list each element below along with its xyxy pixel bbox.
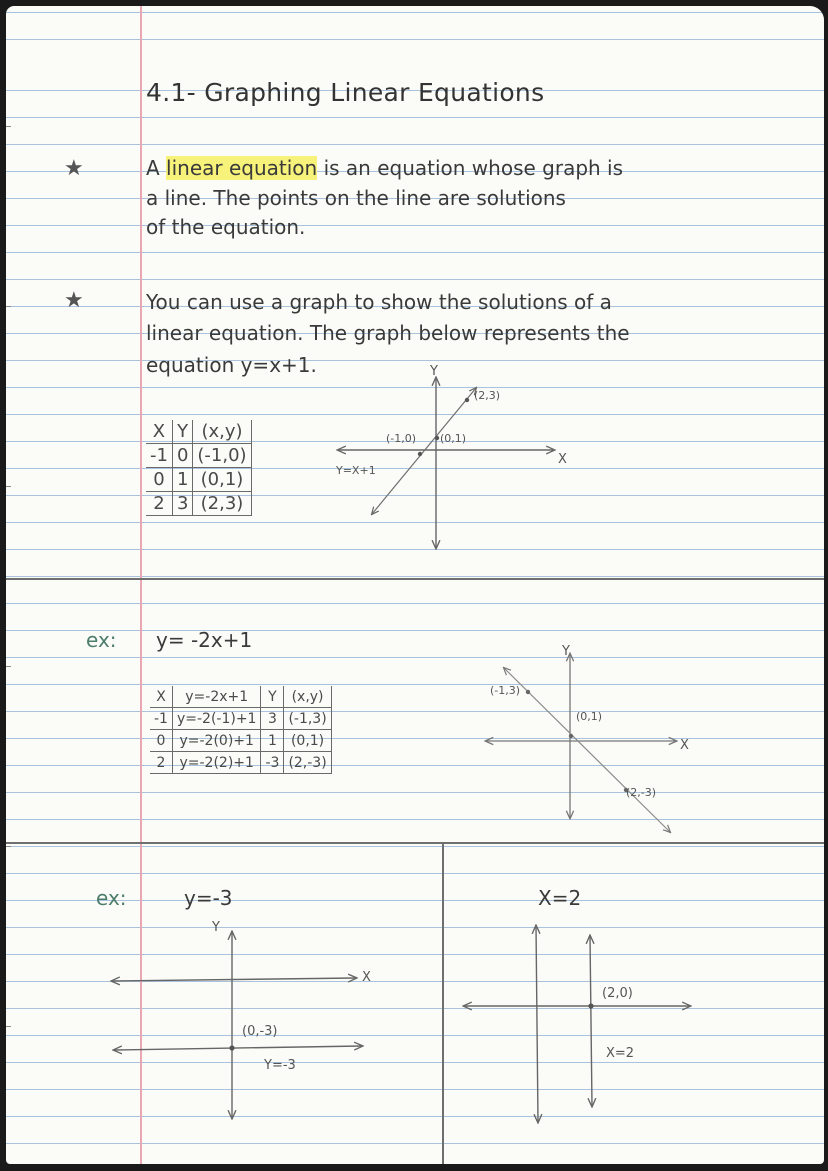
point-marker [465,398,469,402]
highlighted-term: linear equation [166,156,318,180]
point-marker [418,452,422,456]
example-equation: X=2 [538,886,582,910]
point-label: (2,-3) [626,786,657,799]
point-marker [569,734,573,738]
table-cell: (-1,0) [193,444,251,468]
point-marker [229,1045,234,1050]
edge-mark [6,1026,11,1027]
point-label: (0,1) [440,432,467,445]
example-equation: y=-3 [184,886,233,910]
table-row [146,468,251,492]
table-cell: 1 [172,468,192,492]
table-header: Y [261,686,284,708]
table-cell: (0,1) [284,730,331,752]
point-marker [526,690,530,694]
line-label: X=2 [606,1046,635,1061]
table-header: (x,y) [284,686,331,708]
table-row [146,444,251,468]
table-cell: 3 [261,708,284,730]
table-cell: 2 [150,752,172,774]
table-header: y=-2x+1 [172,686,261,708]
table-cell: -1 [150,708,172,730]
graph-x-equals-2 [458,916,708,1126]
table-cell: (-1,3) [284,708,331,730]
table-cell: 0 [146,468,172,492]
point-label: (0,-3) [242,1024,278,1039]
page-title: 4.1- Graphing Linear Equations [146,78,545,107]
graph-line [372,388,476,514]
y-axis-label: Y [212,920,220,935]
edge-mark [6,846,11,847]
table-header: X [150,686,172,708]
notebook-page [6,6,824,1164]
point-marker [588,1003,593,1008]
table-row [146,492,251,516]
graph-line [114,1046,362,1050]
graph-line [590,936,592,1106]
table-row [150,752,331,774]
star-icon: ★ [64,288,84,313]
graph-y-equals-x-plus-1 [326,366,586,556]
table-cell: y=-2(-1)+1 [172,708,261,730]
table-header: X [146,420,172,444]
table-cell: y=-2(0)+1 [172,730,261,752]
graph-y-equals-neg2x-plus-1 [476,646,706,836]
x-axis-label: X [362,970,371,985]
y-axis [536,926,538,1122]
table-cell: 1 [261,730,284,752]
table-cell: y=-2(2)+1 [172,752,261,774]
intro-line-4: You can use a graph to show the solutions of a [146,290,612,314]
point-label: (-1,0) [386,432,417,445]
point-label: (-1,3) [490,684,521,697]
x-axis-label: X [680,738,689,753]
line-label: Y=X+1 [336,464,376,477]
intro-line-1 [146,156,623,180]
table-cell: -1 [146,444,172,468]
intro-line-2: a line. The points on the line are solutions [146,186,566,210]
section-divider [6,842,824,844]
table-cell: (0,1) [193,468,251,492]
edge-mark [6,306,11,307]
table-cell: -3 [261,752,284,774]
y-axis-label: Y [562,644,570,659]
intro-line-6: equation y=x+1. [146,353,317,377]
column-divider [442,842,444,1164]
intro-line-1-pre: A [146,156,167,180]
intro-line-3: of the equation. [146,215,306,239]
edge-mark [6,126,11,127]
example-equation: y= -2x+1 [156,628,253,652]
xy-table-2 [150,686,332,774]
table-header: (x,y) [193,420,251,444]
table-cell: 3 [172,492,192,516]
x-axis [112,978,356,981]
table-row [150,708,331,730]
x-axis-label: X [558,452,567,467]
intro-line-5: linear equation. The graph below represents the [146,321,630,345]
section-divider [6,578,824,580]
intro-line-1-post: is an equation whose graph is [317,156,624,180]
xy-table-1 [146,420,252,516]
table-row [150,730,331,752]
point-label: (2,0) [602,986,633,1001]
edge-mark [6,486,11,487]
table-cell: 0 [150,730,172,752]
table-cell: 2 [146,492,172,516]
edge-mark [6,666,11,667]
table-cell: (2,-3) [284,752,331,774]
table-cell: (2,3) [193,492,251,516]
table-header: Y [172,420,192,444]
example-label: ex: [96,886,127,910]
point-marker [435,436,439,440]
line-label: Y=-3 [264,1058,296,1073]
example-label: ex: [86,628,117,652]
y-axis-label: Y [430,364,438,379]
table-cell: 0 [172,444,192,468]
point-label: (0,1) [576,710,603,723]
star-icon: ★ [64,156,84,181]
point-label: (2,3) [474,389,501,402]
